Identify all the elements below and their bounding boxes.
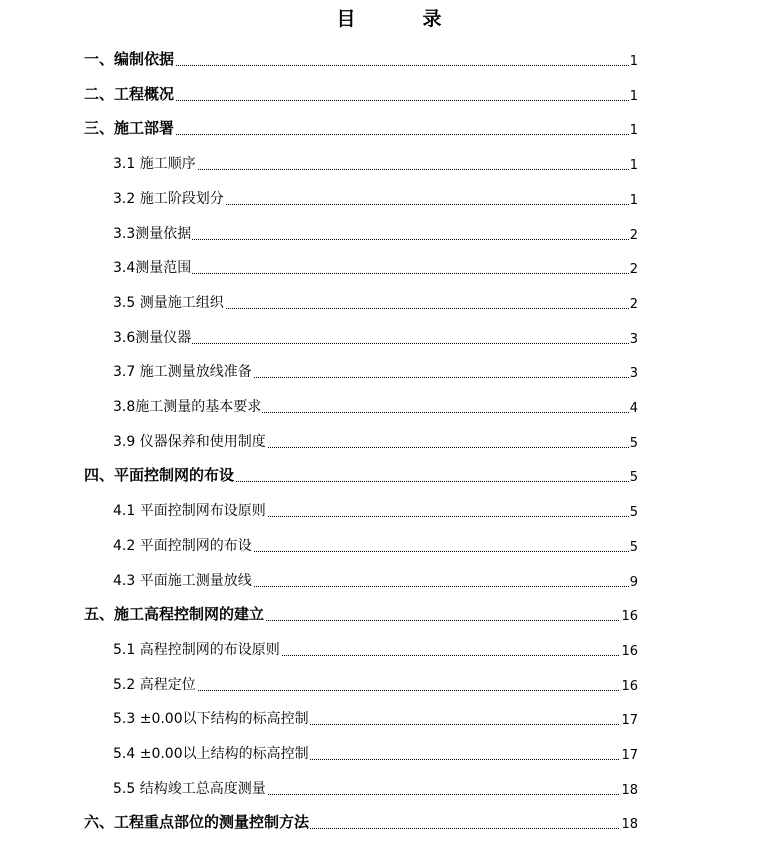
toc-entry[interactable] <box>0 186 778 210</box>
toc-entry[interactable] <box>0 151 778 175</box>
toc-entry-page-number: 18 <box>621 783 638 798</box>
toc-entry[interactable] <box>0 429 778 453</box>
toc-entry[interactable] <box>0 290 778 314</box>
toc-entry-label: 3.6测量仪器 <box>113 327 192 347</box>
toc-entry-page-number: 5 <box>629 470 638 485</box>
toc-entry[interactable] <box>0 463 778 487</box>
toc-entry-label: 3.1 施工顺序 <box>113 153 197 173</box>
toc-entry-label: 4.1 平面控制网布设原则 <box>113 500 267 520</box>
toc-entry[interactable] <box>0 82 778 106</box>
toc-entry-label: 二、工程概况 <box>84 85 175 103</box>
toc-entry-page-number: 16 <box>621 644 638 659</box>
toc-entry[interactable] <box>0 568 778 592</box>
toc-entry-page-number: 17 <box>621 748 638 763</box>
toc-entry[interactable] <box>0 706 778 730</box>
toc-entry-page-number: 1 <box>629 158 638 173</box>
page-title: 目 录 <box>336 8 466 30</box>
toc-entry-page-number: 5 <box>629 436 638 451</box>
toc-entry-label: 5.3 ±0.00以下结构的标高控制 <box>113 708 310 728</box>
toc-entry-label: 4.3 平面施工测量放线 <box>113 570 253 590</box>
toc-entry-label: 3.2 施工阶段划分 <box>113 188 225 208</box>
toc-entry[interactable] <box>0 672 778 696</box>
toc-entry-page-number: 2 <box>629 297 638 312</box>
toc-entry-page-number: 2 <box>629 262 638 277</box>
toc-entry-page-number: 1 <box>629 54 638 69</box>
toc-entry[interactable] <box>0 602 778 626</box>
toc-entry-page-number: 4 <box>629 401 638 416</box>
toc-entry-page-number: 9 <box>629 575 638 590</box>
toc-entry[interactable] <box>0 47 778 71</box>
toc-entry-label: 3.4测量范围 <box>113 257 192 277</box>
toc-entry-page-number: 1 <box>629 193 638 208</box>
toc-entry[interactable] <box>0 221 778 245</box>
toc-entry[interactable] <box>0 533 778 557</box>
toc-entry-label: 5.1 高程控制网的布设原则 <box>113 639 281 659</box>
toc-entry-label: 3.5 测量施工组织 <box>113 292 225 312</box>
toc-entry[interactable] <box>0 116 778 140</box>
toc-entry[interactable] <box>0 255 778 279</box>
toc-entry-label: 一、编制依据 <box>84 50 175 68</box>
toc-entry-label: 5.4 ±0.00以上结构的标高控制 <box>113 743 310 763</box>
toc-entry-page-number: 16 <box>621 679 638 694</box>
toc-entry-page-number: 16 <box>621 609 638 624</box>
toc-entry[interactable] <box>0 359 778 383</box>
toc-entry-page-number: 17 <box>621 713 638 728</box>
toc-entry-page-number: 3 <box>629 366 638 381</box>
toc-entry-label: 四、平面控制网的布设 <box>84 466 235 484</box>
toc-entry-label: 五、施工高程控制网的建立 <box>84 605 265 623</box>
toc-entry-page-number: 5 <box>629 505 638 520</box>
toc-entry-label: 三、施工部署 <box>84 119 175 137</box>
toc-entry[interactable] <box>0 637 778 661</box>
toc-entry[interactable] <box>0 776 778 800</box>
toc-entry[interactable] <box>0 810 778 834</box>
toc-entry[interactable] <box>0 498 778 522</box>
toc-entry-page-number: 3 <box>629 332 638 347</box>
toc-entry[interactable] <box>0 394 778 418</box>
toc-entry-label: 4.2 平面控制网的布设 <box>113 535 253 555</box>
toc-entry-label: 5.2 高程定位 <box>113 674 197 694</box>
toc-entry-label: 3.3测量依据 <box>113 223 192 243</box>
toc-entry-page-number: 1 <box>629 123 638 138</box>
toc-entry-page-number: 18 <box>621 817 638 832</box>
toc-entry-page-number: 5 <box>629 540 638 555</box>
toc-entry[interactable] <box>0 741 778 765</box>
toc-entry[interactable] <box>0 325 778 349</box>
toc-entry-label: 5.5 结构竣工总高度测量 <box>113 778 267 798</box>
toc-entry-label: 3.7 施工测量放线准备 <box>113 361 253 381</box>
toc-entry-label: 六、工程重点部位的测量控制方法 <box>84 813 310 831</box>
toc-entry-label: 3.8施工测量的基本要求 <box>113 396 262 416</box>
toc-entry-page-number: 2 <box>629 228 638 243</box>
toc-entry-label: 3.9 仪器保养和使用制度 <box>113 431 267 451</box>
toc-entry-page-number: 1 <box>629 89 638 104</box>
